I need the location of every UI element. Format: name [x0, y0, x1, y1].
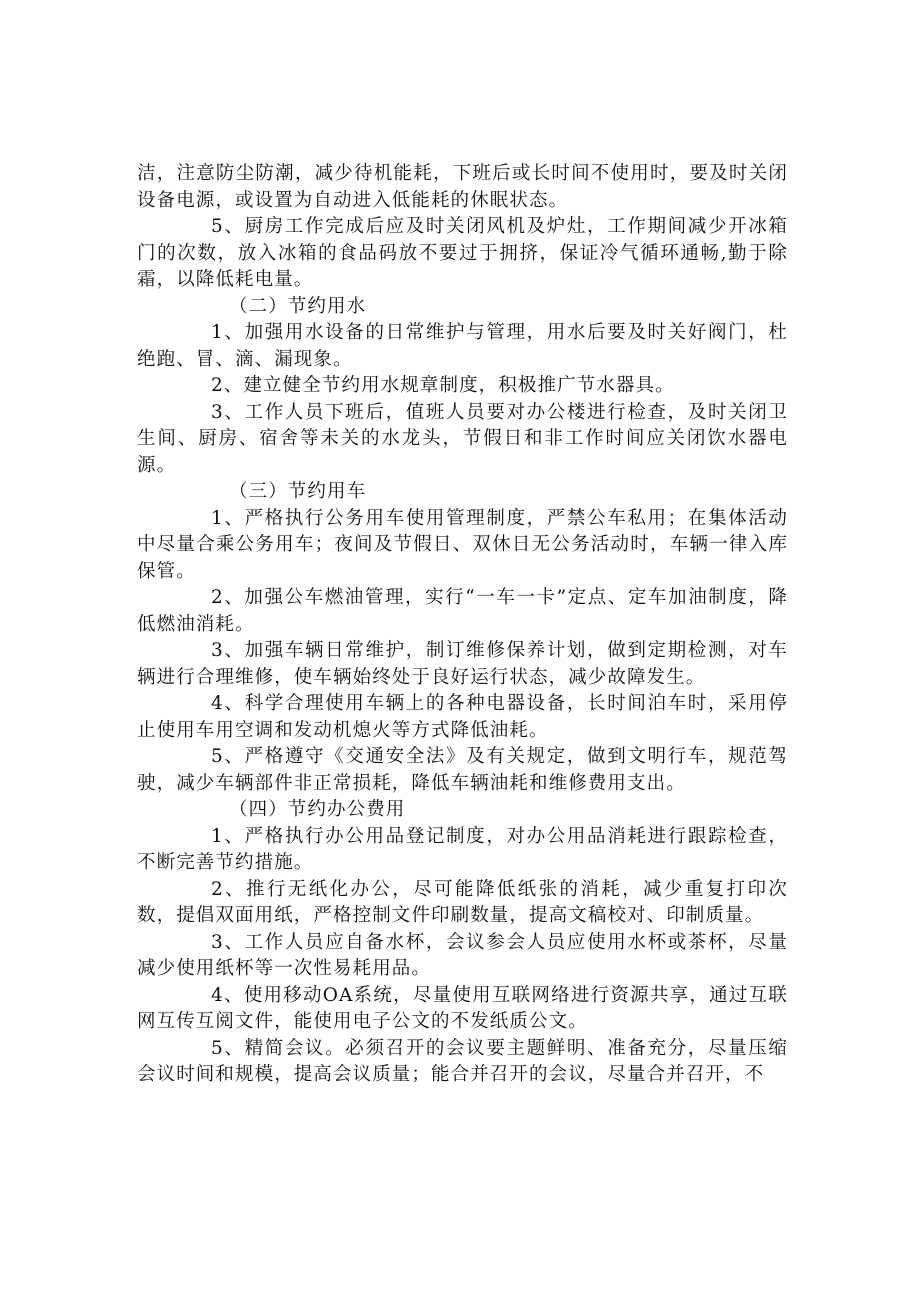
paragraph-water-maintenance: 1、加强用水设备的日常维护与管理，用水后要及时关好阀门，杜绝跑、冒、滴、漏现象。 — [137, 322, 788, 370]
paragraph-vehicle-electrics: 4、科学合理使用车辆上的各种电器设备，长时间泊车时，采用停止使用车用空调和发动机熄火等方式降低油耗。 — [137, 693, 788, 741]
paragraph-traffic-law: 5、严格遵守《交通安全法》及有关规定，做到文明行车，规范驾驶，减少车辆部件非正常损耗，降低车辆油耗和维修费用支出。 — [137, 746, 788, 794]
paragraph-paperless-office: 2、推行无纸化办公，尽可能降低纸张的消耗，减少重复打印次数，提倡双面用纸，严格控制文件印刷数量，提高文稿校对、印制质量。 — [137, 878, 788, 926]
paragraph-kitchen-fridge: 5、厨房工作完成后应及时关闭风机及炉灶，工作期间减少开冰箱门的次数，放入冰箱的食品码放不要过于拥挤，保证冷气循环通畅,勤于除霜，以降低耗电量。 — [137, 216, 788, 290]
paragraph-water-inspection: 3、工作人员下班后，值班人员要对办公楼进行检查，及时关闭卫生间、厨房、宿舍等未关的水龙头，节假日和非工作时间应关闭饮水器电源。 — [137, 401, 788, 476]
paragraph-meetings: 5、精简会议。必须召开的会议要主题鲜明、准备充分，尽量压缩会议时间和规模，提高会议质量；能合并召开的会议，尽量合并召开，不 — [137, 1037, 788, 1085]
paragraph-office-supplies: 1、严格执行办公用品登记制度，对办公用品消耗进行跟踪检查，不断完善节约措施。 — [137, 825, 788, 873]
section-heading-save-water: （二）节约用水 — [229, 295, 367, 317]
paragraph-vehicle-maintenance: 3、加强车辆日常维护，制订维修保养计划，做到定期检测，对车辆进行合理维修，使车辆始终处于良好运行状态，减少故障发生。 — [137, 640, 788, 688]
paragraph-fuel-management: 2、加强公车燃油管理，实行“一车一卡”定点、定车加油制度，降低燃油消耗。 — [137, 587, 788, 635]
paragraph-vehicle-usage: 1、严格执行公务用车使用管理制度，严禁公车私用；在集体活动中尽量合乘公务用车；夜间及节假日、双休日无公务活动时，车辆一律入库保管。 — [137, 507, 788, 582]
document-body — [137, 161, 788, 1089]
section-heading-save-vehicles: （三）节约用车 — [229, 481, 367, 502]
paragraph-continued-equipment-power: 洁，注意防尘防潮，减少待机能耗，下班后或长时间不使用时，要及时关闭设备电源，或设置为自动进入低能耗的休眠状态。 — [137, 163, 788, 211]
paragraph-mobile-oa: 4、使用移动OA系统，尽量使用互联网络进行资源共享，通过互联网互传互阅文件，能使用电子公文的不发纸质公文。 — [137, 984, 788, 1032]
paragraph-cups: 3、工作人员应自备水杯，会议参会人员应使用水杯或茶杯，尽量减少使用纸杯等一次性易耗用品。 — [137, 931, 788, 979]
section-heading-save-office-costs: （四）节约办公费用 — [229, 799, 406, 820]
paragraph-water-rules: 2、建立健全节约用水规章制度，积极推广节水器具。 — [211, 375, 675, 396]
